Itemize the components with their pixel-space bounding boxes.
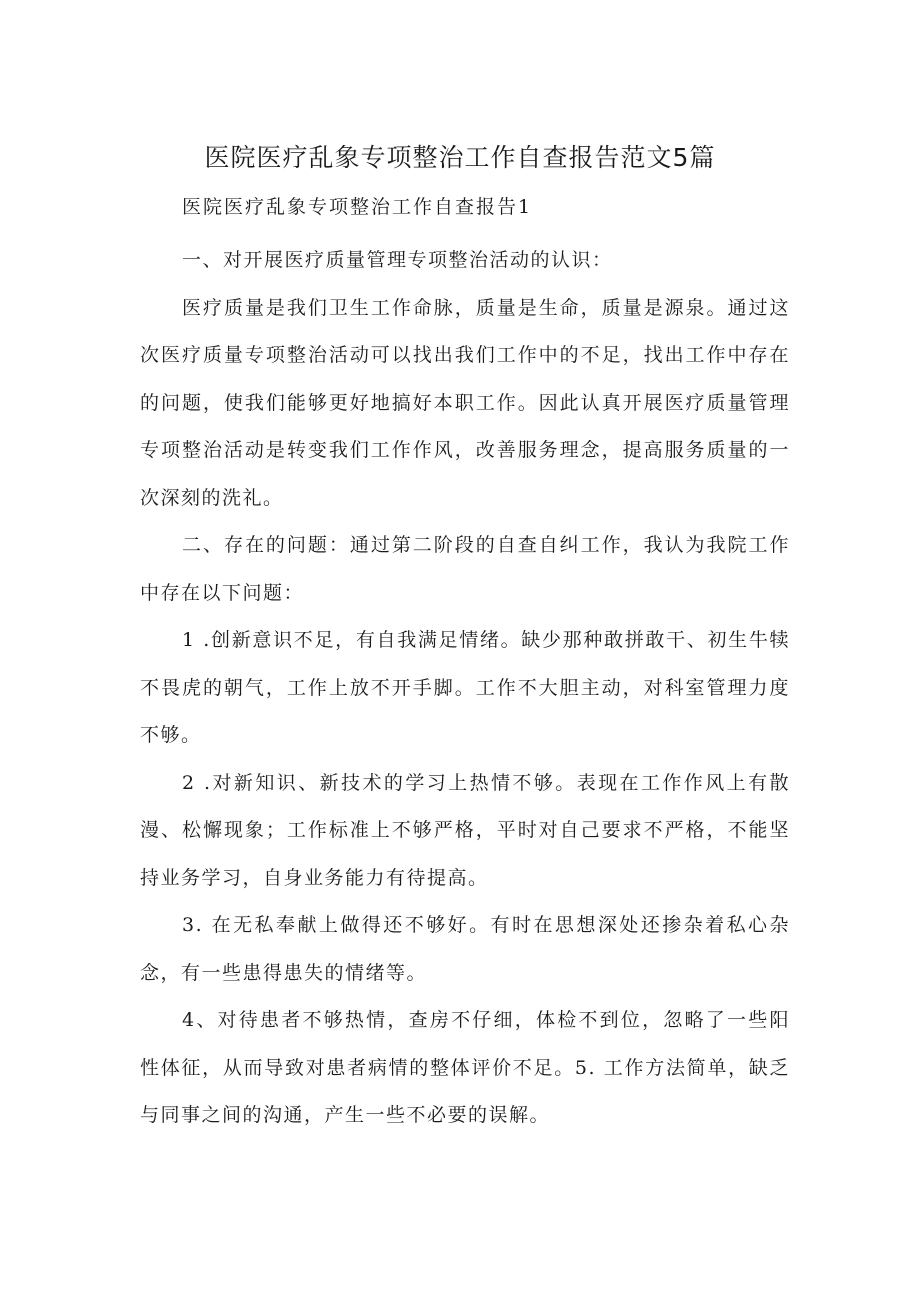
paragraph-understanding-heading: 一、对开展医疗质量管理专项整治活动的认识： <box>182 249 613 271</box>
paragraph-problem-2: 2 .对新知识、新技术的学习上热情不够。表现在工作作风上有散漫、松懈现象；工作标准上不够严格，平时对自己要求不严格，不能坚持业务学习，自身业务能力有待提高。 <box>140 771 790 889</box>
report-subtitle: 医院医疗乱象专项整治工作自查报告1 <box>182 196 533 218</box>
paragraph-problem-4-5: 4、对待患者不够热情，查房不仔细，体检不到位，忽略了一些阳性体征，从而导致对患者病情的整体评价不足。5. 工作方法简单，缺乏与同事之间的沟通，产生一些不必要的误解。 <box>140 1009 790 1126</box>
document-body <box>140 237 790 1140</box>
paragraph-problem-1: 1 .创新意识不足，有自我满足情绪。缺少那种敢拼敢干、初生牛犊不畏虎的朝气，工作上放不开手脚。工作不大胆主动，对科室管理力度不够。 <box>140 629 790 746</box>
paragraph-quality-importance: 医疗质量是我们卫生工作命脉，质量是生命，质量是源泉。通过这次医疗质量专项整治活动可以找出我们工作中的不足，找出工作中存在的问题，使我们能够更好地搞好本职工作。因此认真开展医疗质量管理专项整治活动是转变我们工作作风，改善服务理念，提高服务质量的一次深刻的洗礼。 <box>140 296 790 509</box>
document-title: 医院医疗乱象专项整治工作自查报告范文5篇 <box>204 143 716 172</box>
paragraph-problems-heading: 二、存在的问题：通过第二阶段的自查自纠工作，我认为我院工作中存在以下问题： <box>140 534 790 604</box>
paragraph-problem-3: 3. 在无私奉献上做得还不够好。有时在思想深处还掺杂着私心杂念，有一些患得患失的情绪等。 <box>140 914 790 984</box>
